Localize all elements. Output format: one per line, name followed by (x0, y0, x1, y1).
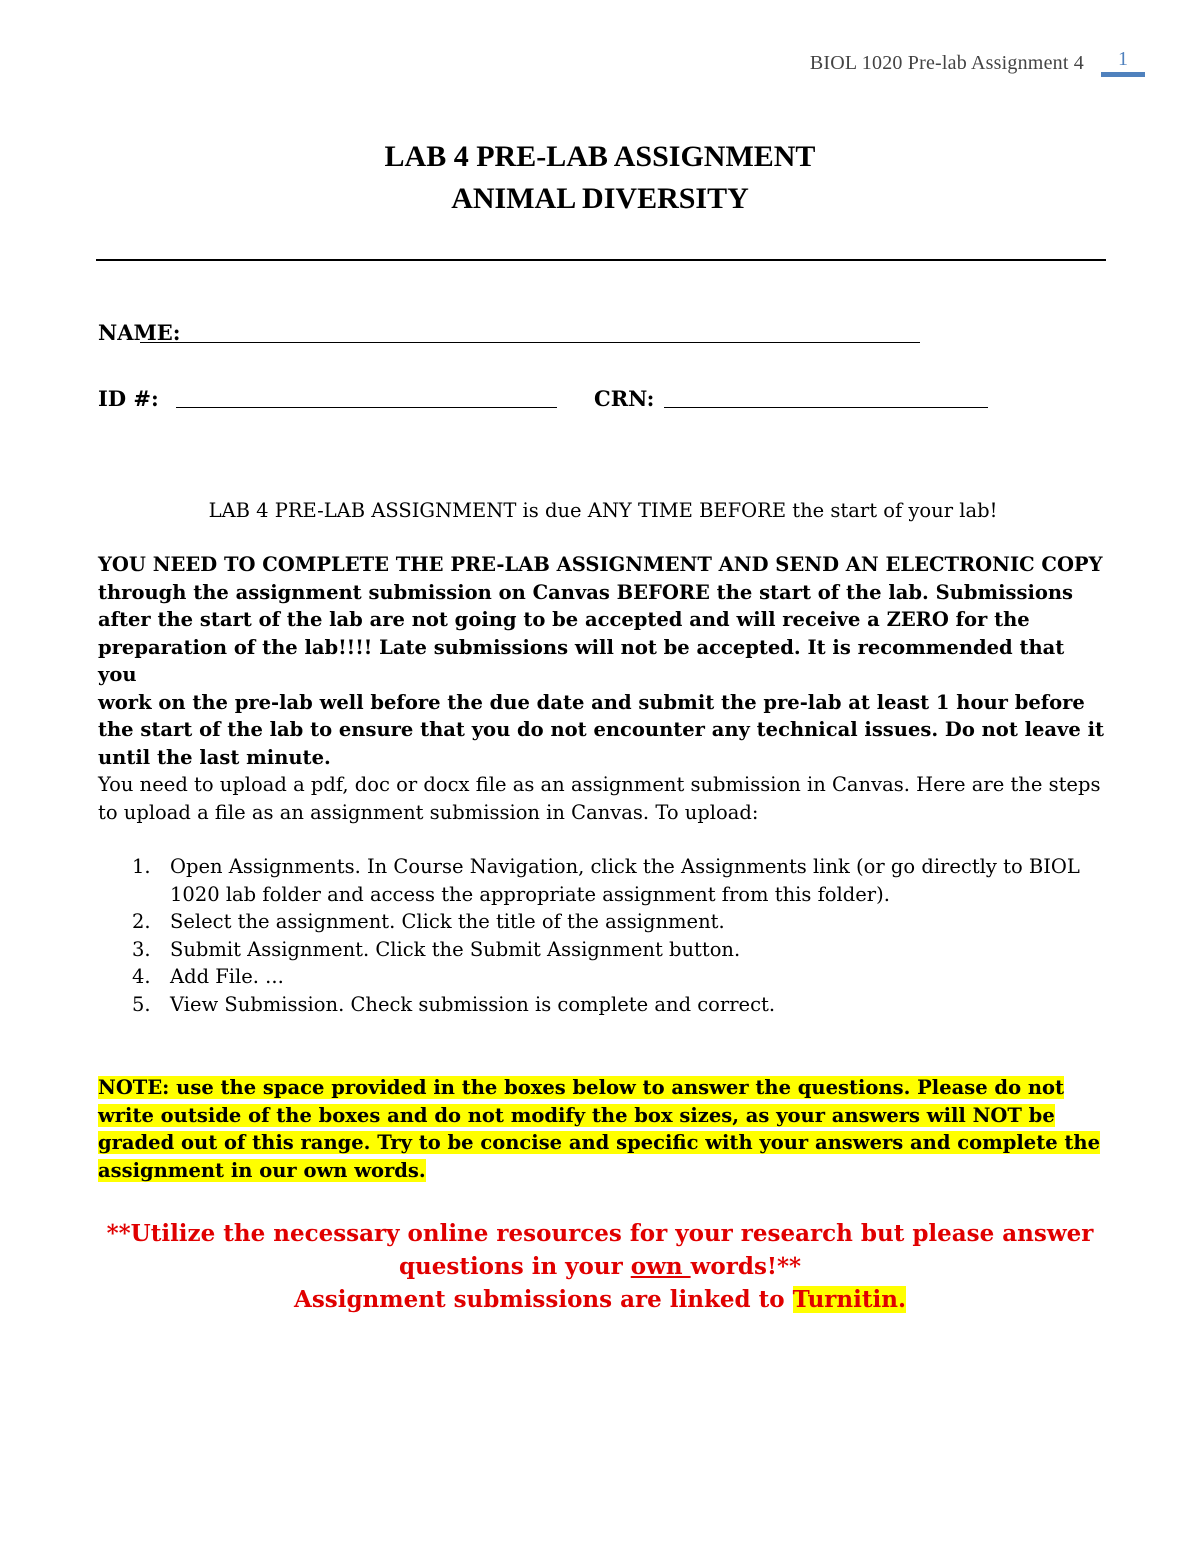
warning-line: after the start of the lab are not going to be accepted and will receive a ZERO for the (98, 608, 1030, 631)
step-text: View Submission. Check submission is complete and correct. (170, 992, 776, 1016)
name-field-line[interactable] (140, 342, 920, 343)
reminder-line-2 (60, 1250, 1140, 1283)
running-header: BIOL 1020 Pre-lab Assignment 4 (809, 52, 1084, 74)
name-label: NAME: (98, 320, 181, 345)
title-line-2: ANIMAL DIVERSITY (451, 182, 749, 215)
warning-line: through the assignment submission on Canvas BEFORE the start of the lab. Submissions (98, 580, 1074, 604)
step-text: Submit Assignment. Click the Submit Assignment button. (170, 937, 741, 961)
step-number: 3. (132, 937, 151, 961)
upload-steps-list (98, 853, 1180, 1018)
id-label: ID #: (98, 386, 159, 411)
turnitin-highlight: Turnitin. (792, 1286, 906, 1313)
warning-line: work on the pre-lab well before the due date and submit the pre-lab at least 1 hour before (98, 690, 1085, 714)
step-number: 1. (132, 855, 151, 878)
warning-line: the start of the lab to ensure that you do not encounter any technical issues. Do not leave it (98, 718, 1105, 741)
upload-line: to upload a file as an assignment submission in Canvas. To upload: (98, 800, 759, 824)
warning-line: until the last minute. (98, 745, 331, 769)
id-field-line[interactable] (176, 407, 557, 408)
own-words-reminder (60, 1217, 1140, 1316)
reminder-underlined-word: own (630, 1253, 691, 1280)
list-item (132, 908, 1180, 936)
step-number: 2. (132, 910, 151, 933)
title-divider (96, 259, 1106, 261)
upload-instructions (98, 771, 1108, 826)
reminder-text: questions in your (398, 1253, 631, 1280)
title-line-1: LAB 4 PRE-LAB ASSIGNMENT (384, 140, 816, 173)
step-number: 4. (132, 965, 151, 988)
submission-warning (98, 551, 1108, 771)
reminder-text: words!** (690, 1253, 802, 1280)
document-title (0, 136, 1200, 220)
note-line: write outside of the boxes and do not modify the box sizes, as your answers will NOT be (98, 1103, 1055, 1127)
note-line: graded out of this range. Try to be concise and specific with your answers and complete the (98, 1131, 1101, 1154)
step-text: 1020 lab folder and access the appropriate assignment from this folder). (170, 882, 890, 906)
crn-field-line[interactable] (664, 407, 988, 408)
reminder-line-1: **Utilize the necessary online resources for your research but please answer (106, 1220, 1094, 1247)
step-text: Open Assignments. In Course Navigation, click the Assignments link (or go directly to BIOL (170, 855, 1080, 878)
crn-label: CRN: (594, 386, 655, 411)
list-item (132, 853, 1180, 908)
reminder-line-3 (60, 1283, 1140, 1316)
page-number: 1 (1118, 48, 1128, 70)
highlighted-note (98, 1074, 1108, 1184)
list-item (132, 936, 1180, 964)
reminder-text: Assignment submissions are linked to (294, 1286, 793, 1313)
list-item (132, 991, 1180, 1019)
step-number: 5. (132, 992, 151, 1016)
warning-line: preparation of the lab!!!! Late submissions will not be accepted. It is recommended that you (98, 635, 1065, 686)
warning-line: YOU NEED TO COMPLETE THE PRE-LAB ASSIGNMENT AND SEND AN ELECTRONIC COPY (98, 553, 1103, 576)
note-line: assignment in our own words. (98, 1158, 426, 1182)
upload-line: You need to upload a pdf, doc or docx file as an assignment submission in Canvas. Here are the steps (98, 773, 1101, 796)
due-statement: LAB 4 PRE-LAB ASSIGNMENT is due ANY TIME BEFORE the start of your lab! (208, 499, 998, 522)
note-line: NOTE: use the space provided in the boxes below to answer the questions. Please do not (98, 1076, 1065, 1099)
list-item (132, 963, 1180, 991)
step-text: Add File. ... (170, 965, 284, 988)
step-text: Select the assignment. Click the title of the assignment. (170, 910, 725, 933)
